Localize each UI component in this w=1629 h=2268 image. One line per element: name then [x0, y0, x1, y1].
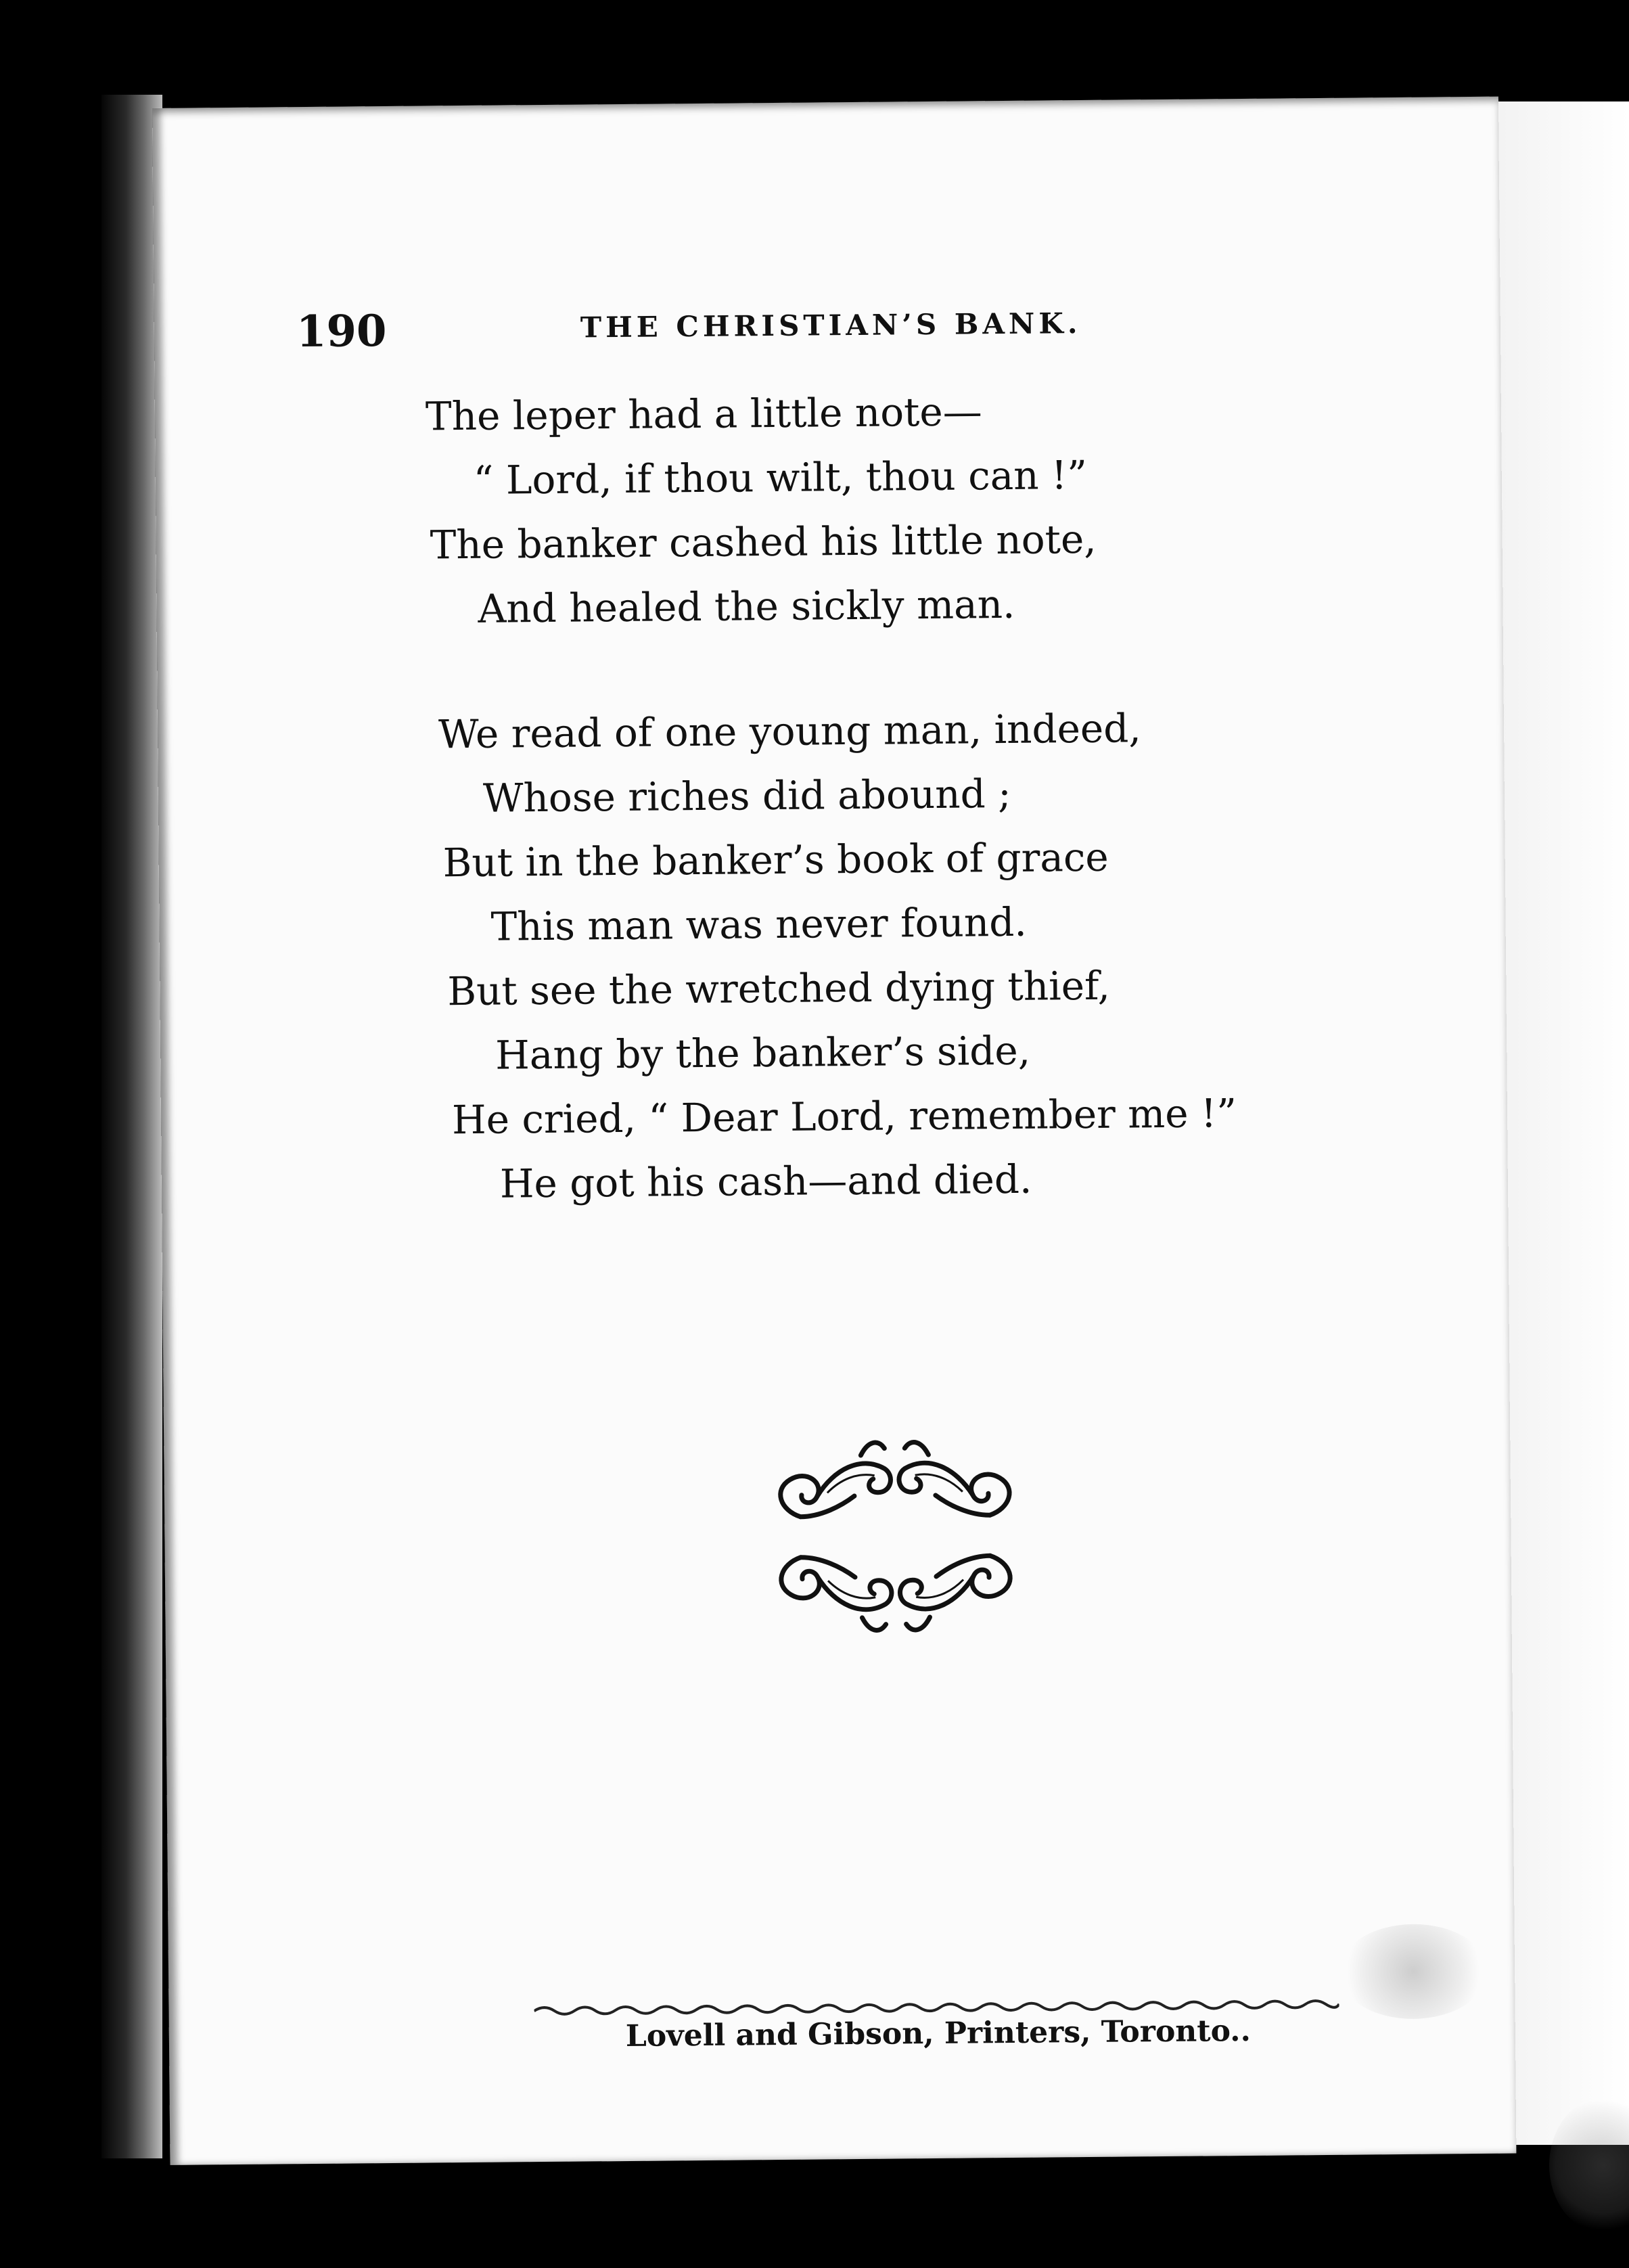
book-spine — [101, 95, 162, 2158]
verse-line: We read of one young man, indeed, — [438, 705, 1142, 758]
verse-line: The leper had a little note— — [425, 388, 982, 440]
verse-line: Hang by the banker’s side, — [495, 1027, 1031, 1079]
scroll-flourish-ornament — [759, 1427, 1032, 1646]
verse-line: But in the banker’s book of grace — [442, 834, 1109, 886]
water-stain — [1338, 1924, 1488, 2020]
running-title: THE CHRISTIAN’S BANK. — [580, 307, 1082, 344]
verse-line: And healed the sickly man. — [478, 581, 1015, 632]
verse-line: This man was never found. — [490, 899, 1028, 950]
verse-line: He cried, “ Dear Lord, remember me !” — [451, 1090, 1237, 1143]
book-page — [152, 97, 1516, 2165]
verse-line: He got his cash—and died. — [499, 1156, 1032, 1207]
verse-line: The banker cashed his little note, — [430, 516, 1097, 568]
water-stain — [1549, 2097, 1629, 2233]
verse-line: “ Lord, if thou wilt, thou can !” — [473, 451, 1088, 503]
verse-line: Whose riches did abound ; — [482, 770, 1011, 821]
verse-line: But see the wretched dying thief, — [447, 962, 1111, 1015]
printer-imprint: Lovell and Gibson, Printers, Toronto.. — [625, 2013, 1252, 2054]
page-number: 190 — [296, 305, 387, 358]
